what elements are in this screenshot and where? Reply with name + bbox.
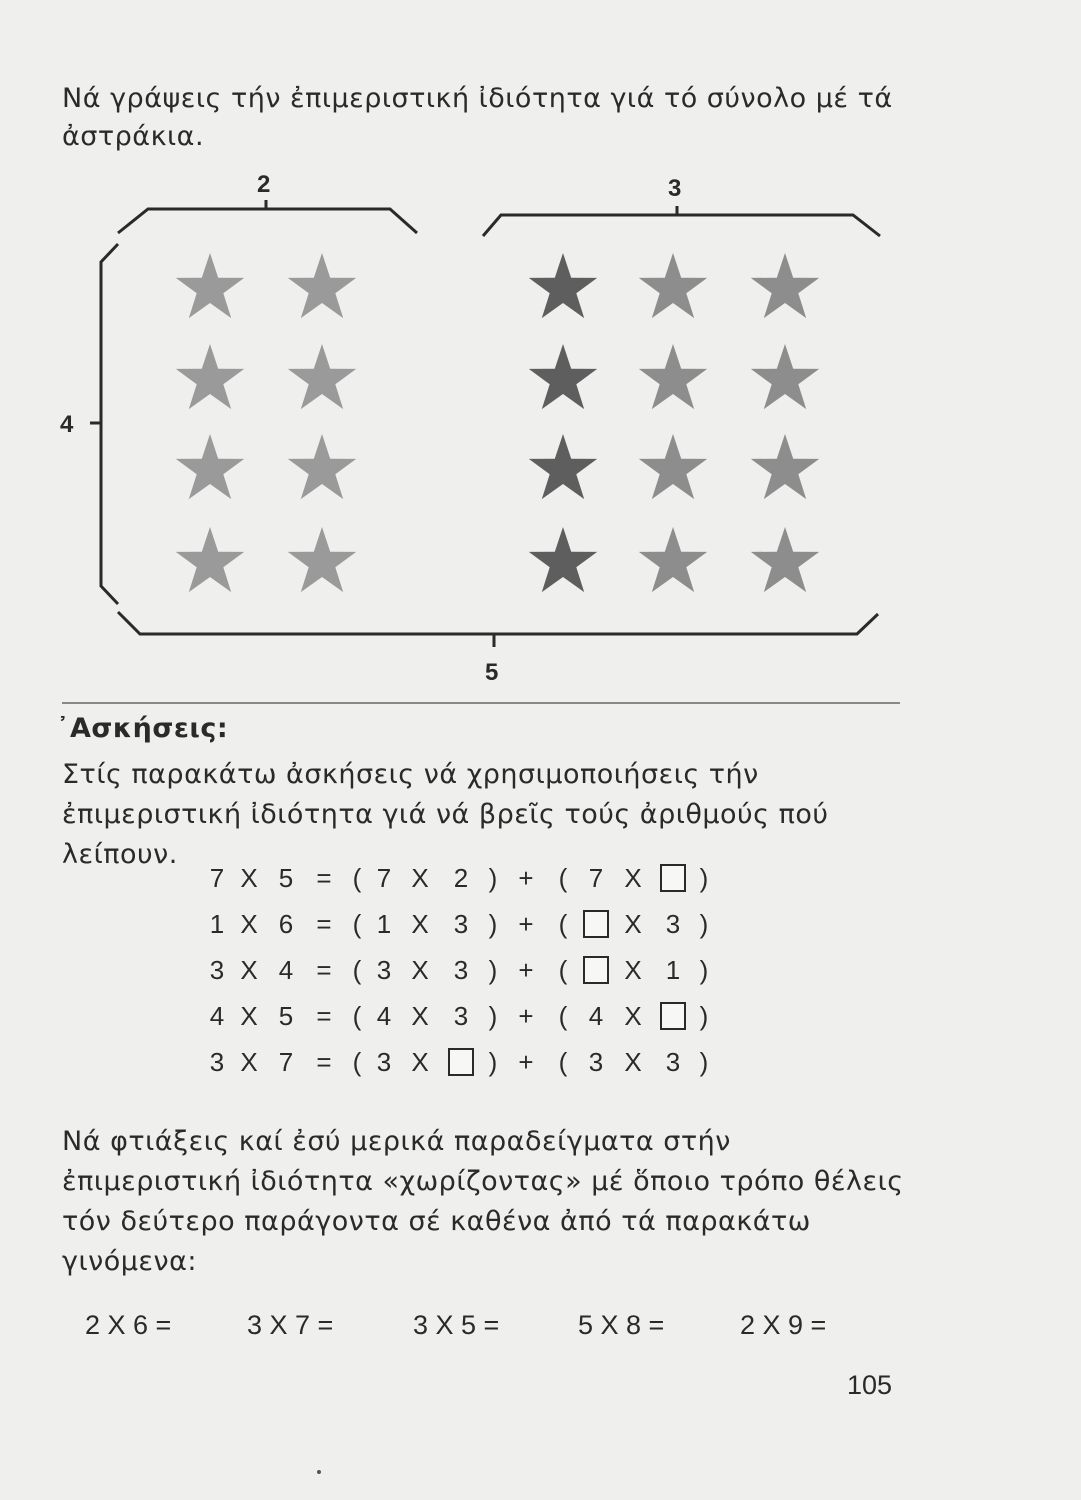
equation-symbol: ( [558, 1001, 568, 1031]
star-right [639, 434, 707, 499]
left-brace [101, 244, 118, 604]
star-array-figure [0, 0, 1081, 700]
equation-number: 2 [453, 863, 469, 893]
equation-symbol: ( [352, 955, 362, 985]
equation-symbol: = [316, 909, 332, 939]
equation-row [205, 901, 715, 947]
equation-symbol: = [316, 955, 332, 985]
star-right [639, 344, 707, 409]
equation-number: 7 [588, 863, 604, 893]
equation-symbol: ( [558, 1047, 568, 1077]
equation-symbol: ) [699, 863, 709, 893]
equation-symbol: = [316, 1001, 332, 1031]
equation-symbol: X [411, 863, 429, 893]
equation-symbol: ( [558, 909, 568, 939]
equation-symbol: X [411, 955, 429, 985]
equation-number: 3 [376, 955, 392, 985]
star-left [176, 344, 244, 409]
equation-number: 5 [278, 863, 294, 893]
label-two: 2 [257, 171, 271, 198]
equation-symbol: + [518, 863, 534, 893]
equation-symbol: ) [488, 1047, 498, 1077]
equation-symbol: X [411, 1001, 429, 1031]
equation-symbol: ( [558, 955, 568, 985]
equation-symbol: X [411, 909, 429, 939]
star-right [529, 344, 597, 409]
equation-number: 6 [278, 909, 294, 939]
equation-symbol: X [624, 909, 642, 939]
equation-number: 4 [588, 1001, 604, 1031]
answer-box[interactable] [660, 864, 686, 892]
product-item: 2 X 6 = [85, 1310, 172, 1340]
star-right [751, 527, 819, 592]
star-left [288, 253, 356, 318]
equation-symbol: X [240, 909, 258, 939]
equation-symbol: = [316, 863, 332, 893]
equation-number: 3 [453, 909, 469, 939]
star-left [288, 434, 356, 499]
star-right [751, 253, 819, 318]
equation-row [205, 1039, 715, 1085]
star-right [529, 253, 597, 318]
equation-symbol: X [240, 1001, 258, 1031]
equation-symbol: X [240, 863, 258, 893]
stars-group [176, 253, 819, 592]
equation-number: 1 [209, 909, 225, 939]
equation-symbol: X [240, 955, 258, 985]
star-right [751, 344, 819, 409]
equation-number: 1 [376, 909, 392, 939]
equation-number: 5 [278, 1001, 294, 1031]
equation-symbol: X [240, 1047, 258, 1077]
equation-symbol: + [518, 1047, 534, 1077]
exercises-instruction: Στίς παρακάτω ἀσκήσεις νά χρησιμοποιήσεις τήν ἐπιμεριστική ἰδιότητα γιά νά βρεῖς τούς ἀριθμούς πού λείπουν. [62, 759, 829, 870]
equation-number: 3 [588, 1047, 604, 1077]
product-item: 2 X 9 = [740, 1310, 827, 1340]
star-right [639, 253, 707, 318]
divider [62, 702, 900, 704]
equation-symbol: + [518, 909, 534, 939]
equation-symbol: ) [699, 1047, 709, 1077]
equation-symbol: ) [699, 1001, 709, 1031]
equation-symbol: ) [488, 909, 498, 939]
equation-symbol: X [411, 1047, 429, 1077]
equation-symbol: ( [352, 1001, 362, 1031]
top-brace-left [118, 209, 417, 233]
product-item: 3 X 5 = [413, 1310, 500, 1340]
equation-number: 3 [665, 909, 681, 939]
star-left [176, 434, 244, 499]
star-right [639, 527, 707, 592]
answer-box[interactable] [448, 1048, 474, 1076]
product-item: 3 X 7 = [247, 1310, 334, 1340]
equation-symbol: ) [488, 955, 498, 985]
equation-number: 4 [278, 955, 294, 985]
equation-number: 7 [376, 863, 392, 893]
answer-box[interactable] [583, 956, 609, 984]
page-number: 105 [847, 1370, 893, 1400]
equation-row [205, 947, 715, 993]
equation-row [205, 855, 715, 901]
star-right [529, 527, 597, 592]
equation-list [205, 855, 715, 1085]
equation-symbol: ( [352, 1047, 362, 1077]
equation-symbol: ) [699, 909, 709, 939]
intro-text: Νά γράψεις τήν ἐπιμεριστική ἰδιότητα γιά τό σύνολο μέ τά ἀστράκια. [62, 83, 893, 152]
equation-number: 3 [453, 955, 469, 985]
speck [317, 1470, 321, 1474]
equation-symbol: ) [488, 863, 498, 893]
star-left [288, 344, 356, 409]
equation-number: 1 [665, 955, 681, 985]
equation-number: 3 [453, 1001, 469, 1031]
label-five: 5 [485, 659, 499, 686]
equation-number: 3 [376, 1047, 392, 1077]
product-item: 5 X 8 = [578, 1310, 665, 1340]
make-examples-text: Νά φτιάξεις καί ἐσύ μερικά παραδείγματα στήν ἐπιμεριστική ἰδιότητα «χωρίζοντας» μέ ὅποιο τρόπο θέλεις τόν δεύτερο παράγοντα σέ καθένα ἀπό τά παρακάτω γινόμενα: [62, 1126, 904, 1277]
equation-number: 7 [278, 1047, 294, 1077]
top-brace-right [483, 215, 880, 236]
equation-symbol: X [624, 863, 642, 893]
star-left [176, 253, 244, 318]
equation-number: 3 [209, 1047, 225, 1077]
equation-number: 4 [209, 1001, 225, 1031]
star-left [176, 527, 244, 592]
blank-slot [653, 855, 693, 901]
blank-slot [653, 993, 693, 1039]
equation-symbol: ( [352, 909, 362, 939]
star-right [529, 434, 597, 499]
blank-slot [579, 901, 613, 947]
equation-symbol: ) [699, 955, 709, 985]
blank-slot [579, 947, 613, 993]
equation-symbol: ( [558, 863, 568, 893]
equation-symbol: ( [352, 863, 362, 893]
answer-box[interactable] [660, 1002, 686, 1030]
bottom-brace [118, 612, 878, 634]
star-left [288, 527, 356, 592]
equation-symbol: + [518, 955, 534, 985]
equation-symbol: + [518, 1001, 534, 1031]
equation-number: 4 [376, 1001, 392, 1031]
answer-box[interactable] [583, 910, 609, 938]
equation-number: 3 [209, 955, 225, 985]
equation-symbol: X [624, 1001, 642, 1031]
equation-number: 7 [209, 863, 225, 893]
exercises-heading: ᾿Ασκήσεις: [56, 713, 229, 744]
label-three: 3 [668, 175, 682, 202]
equation-symbol: = [316, 1047, 332, 1077]
equation-symbol: X [624, 1047, 642, 1077]
equation-number: 3 [665, 1047, 681, 1077]
equation-symbol: X [624, 955, 642, 985]
label-four: 4 [60, 411, 74, 438]
blank-slot [441, 1039, 481, 1085]
equation-row [205, 993, 715, 1039]
star-right [751, 434, 819, 499]
equation-symbol: ) [488, 1001, 498, 1031]
